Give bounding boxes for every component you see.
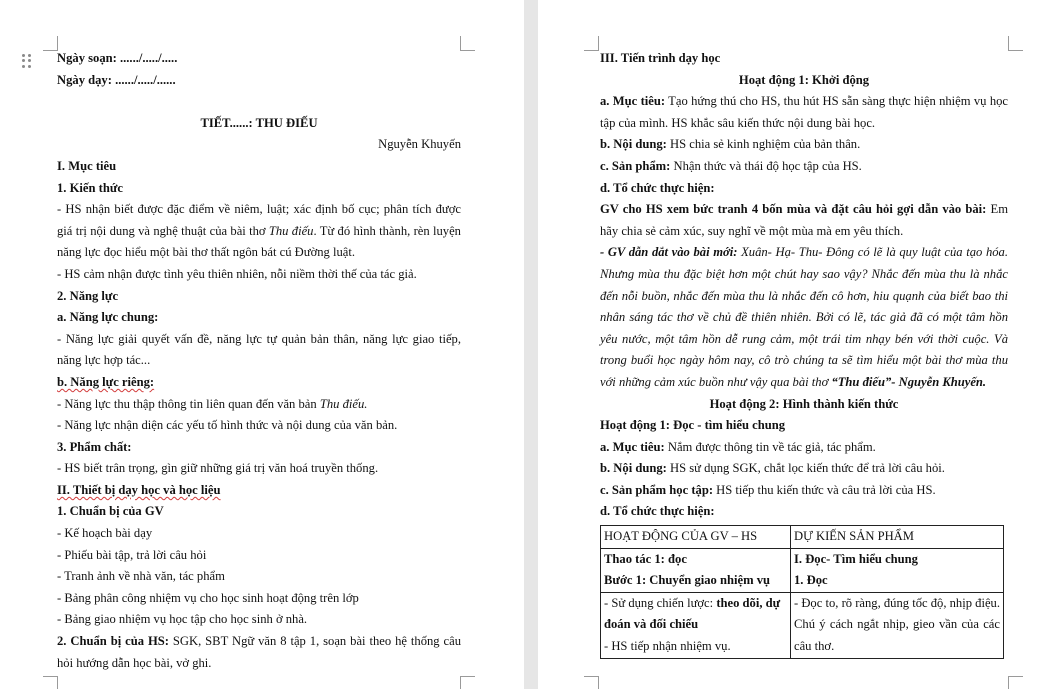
heading-pham-chat: 3. Phẩm chất: [57, 439, 132, 454]
table-cell[interactable] [791, 548, 1004, 592]
document-page-right[interactable] [538, 0, 1048, 689]
nang-luc-chung-text: - Năng lực giải quyết vấn đề, năng lực tự quản bản thân, năng lực giao tiếp, năng lực hợp tác... [57, 331, 461, 368]
table-cell[interactable] [601, 592, 791, 658]
nang-luc-rieng-2: - Năng lực nhận diện các yếu tố hình thức và nội dung của văn bản. [57, 418, 398, 433]
gv-item: - Bảng giao nhiệm vụ học tập cho học sinh ở nhà. [57, 612, 308, 627]
cell-text: - Sử dụng chiến lược: [604, 595, 717, 610]
heading-tien-trinh: III. Tiến trình dạy học [600, 51, 721, 65]
gv-item: - Bảng phân công nhiệm vụ cho học sinh hoạt động trên lớp [57, 590, 359, 605]
pham-chat-text: - HS biết trân trọng, gìn giữ những giá trị văn hoá truyền thống. [57, 461, 379, 476]
table-header-cell[interactable]: HOẠT ĐỘNG CỦA GV – HS [601, 526, 791, 549]
cell-text: Thao tác 1: đọc [604, 551, 687, 566]
nang-luc-rieng-1: - Năng lực thu thập thông tin liên quan đến văn bản Thu điếu. [57, 396, 368, 411]
crop-mark-top-right [1008, 36, 1023, 51]
table-cell[interactable] [791, 592, 1004, 658]
hd1-san-pham: c. Sản phẩm: Nhận thức và thái độ học tập của HS. [600, 158, 862, 173]
table-row [601, 548, 1004, 592]
hd1-to-chuc: d. Tổ chức thực hiện: [600, 180, 715, 195]
table-header-cell[interactable]: DỰ KIẾN SẢN PHẨM [791, 526, 1004, 549]
crop-mark-bottom-left [43, 676, 58, 689]
gv-cho-hs: GV cho HS xem bức tranh 4 bốn mùa và đặt câu hỏi gợi dẫn vào bài: Em hãy chia sẻ cảm xúc, suy nghĩ về một mùa mà em yêu thích. [600, 202, 1008, 238]
crop-mark-top-right [460, 36, 475, 51]
right-page-text[interactable] [600, 48, 1008, 659]
table-row [601, 526, 1004, 549]
cell-text: theo dõi, dự đoán và đối chiếu [604, 595, 781, 632]
cell-text: I. Đọc- Tìm hiểu chung [794, 551, 918, 566]
gv-dan-dat: - GV dẫn dắt vào bài mới: Xuân- Hạ- Thu- Đông có lẽ là quy luật của tạo hóa. Nhưng mùa thu đặc biệt hơn một chút hay sao vậy? Nhắc đến mùa thu là nhắc đến nỗi buồn, nhắc đến mùa thu là nhắc đến cô hơn, hiu quạnh của biết bao thi nhân sáng tác thơ về chủ đề thiên nhiên. Bởi có lẽ, tác giả đã có một tâm hồn yêu nước, một tâm hồn dễ rung cảm, một trái tim nhạy bén với thời cuộc. Và trong buổi học ngày hôm nay, cô trò chúng ta sẽ tìm hiểu một bài thơ mùa thu với những cảm xúc buồn như vậy qua bài thơ “Thu điếu”- Nguyễn Khuyến. [600, 245, 1008, 389]
kien-thuc-para-2: - HS cảm nhận được tình yêu thiên nhiên, nỗi niềm thời thế của tác giả. [57, 266, 417, 281]
heading-kien-thuc: 1. Kiến thức [57, 180, 123, 195]
cell-text: 1. Đọc [794, 573, 828, 588]
ngay-day: Ngày dạy: ....../...../...... [57, 72, 176, 87]
cell-text: Bước 1: Chuyển giao nhiệm vụ [604, 573, 771, 588]
heading-nang-luc-rieng: b. Năng lực riêng: [57, 374, 155, 389]
heading-thiet-bi: II. Thiết bị dạy học và học liệu [57, 482, 221, 497]
ngay-soan: Ngày soạn: ....../...../..... [57, 51, 178, 65]
hd2-muc-tieu: a. Mục tiêu: Nắm được thông tin về tác giả, tác phẩm. [600, 439, 876, 454]
hd1-noi-dung: b. Nội dung: HS chia sẻ kinh nghiệm của bản thân. [600, 137, 861, 152]
gv-item: - Kế hoạch bài dạy [57, 526, 153, 541]
table-row [601, 592, 1004, 658]
gv-item: - Tranh ảnh về nhà văn, tác phẩm [57, 569, 225, 584]
hd1-muc-tieu: a. Mục tiêu: Tạo hứng thú cho HS, thu hút HS sẵn sàng thực hiện nhiệm vụ học tập của mình. HS khắc sâu kiến thức nội dung bài học. [600, 94, 1009, 130]
heading-hoat-dong-1: Hoạt động 1: Khởi động [738, 72, 870, 87]
hd2-san-pham: c. Sản phẩm học tập: HS tiếp thu kiến thức và câu trả lời của HS. [600, 482, 936, 497]
table-cell[interactable] [601, 548, 791, 592]
crop-mark-top-left [43, 36, 58, 51]
cell-text: - Đọc to, rõ ràng, đúng tốc độ, nhịp điệu. Chú ý cách ngắt nhịp, gieo vần của các câu thơ. [794, 595, 1001, 654]
chuan-bi-hs: 2. Chuẩn bị của HS: SGK, SBT Ngữ văn 8 tập 1, soạn bài theo hệ thống câu hỏi hướng dẫn học bài, vở ghi. [57, 634, 461, 670]
heading-doc-tim-hieu: Hoạt động 1: Đọc - tìm hiểu chung [600, 418, 786, 433]
heading-muc-tieu: I. Mục tiêu [57, 158, 117, 173]
lesson-title: TIẾT......: THU ĐIẾU [200, 115, 318, 130]
hd2-noi-dung: b. Nội dung: HS sử dụng SGK, chắt lọc kiến thức để trả lời câu hỏi. [600, 461, 945, 476]
heading-hoat-dong-2: Hoạt động 2: Hình thành kiến thức [709, 396, 899, 411]
gv-item: - Phiếu bài tập, trả lời câu hỏi [57, 547, 207, 562]
blank-line [57, 91, 461, 113]
left-page-text[interactable] [57, 48, 461, 674]
table-move-handle-icon[interactable] [22, 54, 32, 68]
heading-nang-luc: 2. Năng lực [57, 288, 119, 303]
kien-thuc-para-1: - HS nhận biết được đặc điểm về niêm, luật; xác định bố cục; phân tích được giá trị nội dung và nghệ thuật của bài thơ Thu điếu. Từ đó hình thành, rèn luyện năng lực đọc hiểu một bài thơ thất ngôn bát cú Đường luật. [57, 202, 461, 260]
heading-nang-luc-chung: a. Năng lực chung: [57, 310, 159, 325]
heading-chuan-bi-gv: 1. Chuẩn bị của GV [57, 504, 164, 519]
hd2-to-chuc: d. Tổ chức thực hiện: [600, 504, 715, 519]
crop-mark-bottom-right [460, 676, 475, 689]
crop-mark-bottom-right [1008, 676, 1023, 689]
lesson-author: Nguyễn Khuyến [378, 137, 461, 152]
activity-table[interactable] [600, 525, 1004, 659]
cell-text: - HS tiếp nhận nhiệm vụ. [604, 639, 731, 654]
crop-mark-bottom-left [584, 676, 599, 689]
crop-mark-top-left [584, 36, 599, 51]
